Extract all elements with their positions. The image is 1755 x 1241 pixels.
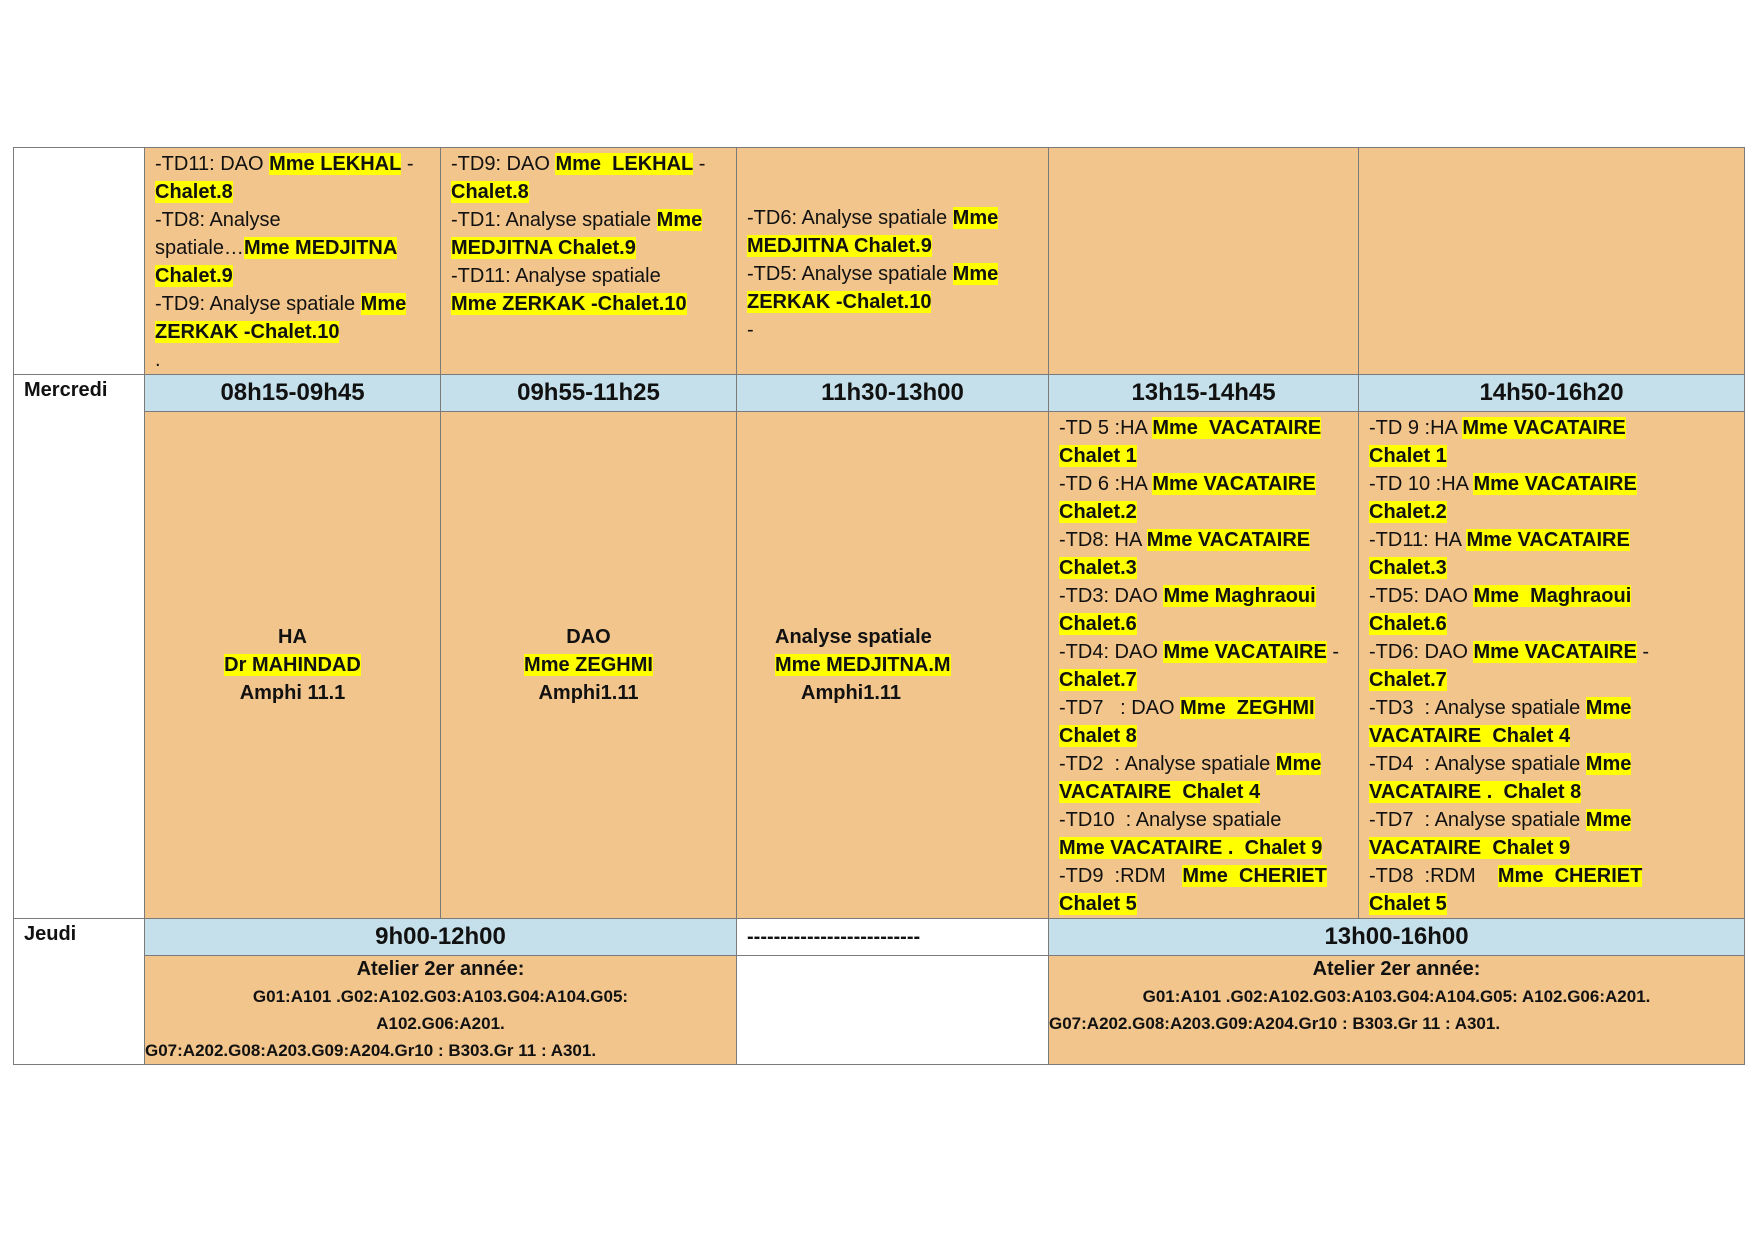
line-text: -TD9: Analyse spatiale: [155, 293, 361, 315]
highlighted-text: Mme Maghraoui: [1163, 585, 1316, 607]
cell-line: [1059, 890, 1350, 918]
highlighted-text: Mme VACATAIRE . Chalet 9: [1059, 837, 1323, 859]
cell-line: [155, 318, 432, 346]
lecture-cell: [145, 412, 441, 919]
td-list-cell: [1359, 412, 1745, 919]
wednesday-header-row: [14, 375, 1745, 412]
highlighted-text: Chalet 1: [1369, 445, 1447, 467]
highlighted-text: Chalet.8: [155, 181, 233, 203]
lecture-subject: DAO: [566, 626, 611, 648]
thursday-content-row: [14, 956, 1745, 1065]
highlighted-text: MEDJITNA Chalet.9: [747, 235, 932, 257]
highlighted-text: Chalet.3: [1369, 557, 1447, 579]
cell-line: [1059, 806, 1350, 834]
cell-line: [1059, 638, 1350, 666]
highlighted-text: Chalet.2: [1059, 501, 1137, 523]
cell-lines: [1049, 412, 1358, 918]
lecture-room: Amphi 11.1: [239, 682, 346, 704]
lecture-teacher: Dr MAHINDAD: [224, 654, 361, 676]
timetable: [13, 147, 1745, 1065]
line-text: -TD8 :RDM: [1369, 865, 1498, 887]
lecture-subject: HA: [278, 626, 307, 648]
highlighted-text: VACATAIRE Chalet 4: [1059, 781, 1261, 803]
highlighted-text: ZERKAK -Chalet.10: [747, 291, 932, 313]
line-text: -TD11: HA: [1369, 529, 1467, 551]
line-text: -TD3: DAO: [1059, 585, 1164, 607]
highlighted-text: VACATAIRE . Chalet 8: [1369, 781, 1582, 803]
atelier-line: G07:A202.G08:A203.G09:A204.Gr10 : B303.Gr 11 : A301.: [145, 1041, 597, 1060]
atelier-line: A102.G06:A201.: [376, 1014, 505, 1033]
slot-header: 14h50-16h20: [1359, 375, 1745, 412]
highlighted-text: Chalet.6: [1369, 613, 1447, 635]
slot-header: 09h55-11h25: [441, 375, 737, 412]
cell-line: [1369, 582, 1736, 610]
line-text: -TD 10 :HA: [1369, 473, 1474, 495]
highlighted-text: Chalet.8: [451, 181, 529, 203]
highlighted-text: Mme LEKHAL: [269, 153, 402, 175]
highlighted-text: Mme VACATAIRE: [1462, 417, 1626, 439]
line-text: -TD8: Analyse: [155, 209, 281, 231]
highlighted-text: Mme VACATAIRE: [1163, 641, 1327, 663]
line-text: -: [693, 153, 706, 175]
cell-line: [1369, 470, 1736, 498]
slot-header: 08h15-09h45: [145, 375, 441, 412]
cell-line: [1059, 498, 1350, 526]
cell-line: [1369, 806, 1736, 834]
cell-line: [1369, 694, 1736, 722]
highlighted-text: Mme: [952, 207, 999, 229]
line-text: -: [1636, 641, 1650, 663]
highlighted-text: Mme MEDJITNA: [243, 237, 398, 259]
atelier-line: G07:A202.G08:A203.G09:A204.Gr10 : B303.Gr 11 : A301.: [1049, 1014, 1501, 1033]
line-text: -TD3 : Analyse spatiale: [1369, 697, 1586, 719]
line-text: -TD6: Analyse spatiale: [747, 207, 953, 229]
cell-line: [1369, 750, 1736, 778]
highlighted-text: Chalet.7: [1369, 669, 1447, 691]
cell-line: [451, 206, 728, 234]
cell-line: [1059, 582, 1350, 610]
cell-line: [155, 346, 432, 374]
cell-line: [1059, 554, 1350, 582]
highlighted-text: Mme VACATAIRE: [1146, 529, 1311, 551]
cell-line: [1369, 722, 1736, 750]
cell-line: [1059, 666, 1350, 694]
cell-line: [1369, 778, 1736, 806]
day-label-thursday: Jeudi: [14, 919, 145, 1065]
cell-line: [1059, 722, 1350, 750]
line-text: -TD4 : Analyse spatiale: [1369, 753, 1586, 775]
cell-line: [155, 290, 432, 318]
cell-line: [451, 178, 728, 206]
cell-line: [1369, 498, 1736, 526]
highlighted-text: Chalet 5: [1059, 893, 1137, 915]
highlighted-text: Mme CHERIET: [1497, 865, 1643, 887]
top-cell-2: [441, 148, 737, 375]
thursday-header-row: [14, 919, 1745, 956]
line-text: -TD7 : DAO: [1059, 697, 1181, 719]
top-row: [14, 148, 1745, 375]
cell-line: [1369, 526, 1736, 554]
top-cell-5: [1359, 148, 1745, 375]
line-text: -TD1: Analyse spatiale: [451, 209, 657, 231]
highlighted-text: Mme: [1275, 753, 1322, 775]
highlighted-text: Mme VACATAIRE: [1466, 529, 1630, 551]
highlighted-text: Mme VACATAIRE: [1473, 473, 1637, 495]
cell-line: [747, 204, 1040, 232]
highlighted-text: Mme: [656, 209, 703, 231]
highlighted-text: Chalet 5: [1369, 893, 1447, 915]
line-text: -TD5: Analyse spatiale: [747, 263, 953, 285]
line-text: -TD9: DAO: [451, 153, 556, 175]
atelier-line: G01:A101 .G02:A102.G03:A103.G04:A104.G05: A102.G06:A201.: [1142, 987, 1651, 1006]
cell-line: [1059, 694, 1350, 722]
highlighted-text: Mme LEKHAL: [555, 153, 694, 175]
cell-line: [155, 262, 432, 290]
highlighted-text: Chalet 8: [1059, 725, 1137, 747]
cell-line: [1059, 862, 1350, 890]
line-text: spatiale…: [155, 237, 244, 259]
highlighted-text: Mme: [360, 293, 407, 315]
line-text: -TD2 : Analyse spatiale: [1059, 753, 1276, 775]
cell-line: [747, 232, 1040, 260]
day-label-wednesday: Mercredi: [14, 375, 145, 919]
cell-lines: [145, 148, 440, 374]
highlighted-text: Mme: [1585, 753, 1632, 775]
lecture-cell: [441, 412, 737, 919]
cell-lines: [441, 148, 736, 318]
highlighted-text: Chalet.6: [1059, 613, 1137, 635]
cell-line: [1369, 834, 1736, 862]
cell-line: [1369, 610, 1736, 638]
top-cell-4: [1049, 148, 1359, 375]
line-text: -TD10 : Analyse spatiale: [1059, 809, 1282, 831]
atelier-cell-afternoon: [1049, 956, 1745, 1065]
lecture-room: Amphi1.11: [801, 682, 902, 704]
highlighted-text: Mme VACATAIRE: [1152, 473, 1316, 495]
wednesday-content-row: [14, 412, 1745, 919]
highlighted-text: Mme ZERKAK -Chalet.10: [451, 293, 687, 315]
highlighted-text: VACATAIRE Chalet 4: [1369, 725, 1571, 747]
highlighted-text: Chalet.7: [1059, 669, 1137, 691]
cell-line: [1369, 554, 1736, 582]
cell-line: [1059, 610, 1350, 638]
cell-line: [451, 234, 728, 262]
highlighted-text: Mme: [1585, 697, 1632, 719]
cell-line: [747, 288, 1040, 316]
cell-line: [451, 262, 728, 290]
line-text: -: [747, 319, 754, 341]
highlighted-text: Chalet.2: [1369, 501, 1447, 523]
line-text: -TD9 :RDM: [1059, 865, 1183, 887]
cell-line: [747, 260, 1040, 288]
highlighted-text: Mme Maghraoui: [1473, 585, 1632, 607]
cell-line: [1369, 890, 1736, 918]
line-text: -TD11: DAO: [155, 153, 270, 175]
cell-lines: [737, 148, 1048, 344]
cell-line: [155, 206, 432, 234]
line-text: -TD7 : Analyse spatiale: [1369, 809, 1586, 831]
top-cell-1: [145, 148, 441, 375]
cell-line: [1369, 862, 1736, 890]
cell-line: [1369, 666, 1736, 694]
cell-line: [1369, 638, 1736, 666]
lecture-teacher: Mme MEDJITNA.M: [775, 654, 951, 676]
line-text: -TD 9 :HA: [1369, 417, 1463, 439]
line-text: -TD 6 :HA: [1059, 473, 1153, 495]
cell-line: [155, 150, 432, 178]
line-text: -: [401, 153, 414, 175]
line-text: -TD6: DAO: [1369, 641, 1474, 663]
highlighted-text: Mme CHERIET: [1182, 865, 1327, 887]
cell-line: [1059, 750, 1350, 778]
cell-line: [747, 316, 1040, 344]
cell-line: [155, 234, 432, 262]
line-text: -TD8: HA: [1059, 529, 1147, 551]
cell-line: [451, 150, 728, 178]
cell-line: [1059, 442, 1350, 470]
highlighted-text: VACATAIRE Chalet 9: [1369, 837, 1571, 859]
lecture-subject: Analyse spatiale: [775, 626, 932, 648]
line-text: -TD5: DAO: [1369, 585, 1474, 607]
cell-line: [155, 178, 432, 206]
highlighted-text: Chalet.9: [155, 265, 233, 287]
empty-cell: [737, 956, 1049, 1065]
highlighted-text: Mme VACATAIRE: [1152, 417, 1322, 439]
slot-header-empty: --------------------------: [737, 919, 1049, 956]
atelier-line: G01:A101 .G02:A102.G03:A103.G04:A104.G05:: [252, 987, 629, 1006]
highlighted-text: Mme: [952, 263, 999, 285]
atelier-title: Atelier 2er année:: [1312, 958, 1481, 980]
cell-line: [1059, 526, 1350, 554]
atelier-title: Atelier 2er année:: [356, 958, 525, 980]
slot-header: 13h00-16h00: [1049, 919, 1745, 956]
cell-line: [1059, 778, 1350, 806]
line-text: -TD 5 :HA: [1059, 417, 1153, 439]
top-cell-3: [737, 148, 1049, 375]
slot-header: 9h00-12h00: [145, 919, 737, 956]
cell-lines: [1359, 412, 1744, 918]
highlighted-text: Chalet 1: [1059, 445, 1137, 467]
lecture-teacher: Mme ZEGHMI: [524, 654, 653, 676]
td-list-cell: [1049, 412, 1359, 919]
lecture-room: Amphi1.11: [538, 682, 639, 704]
slot-header: 13h15-14h45: [1049, 375, 1359, 412]
cell-line: [1059, 834, 1350, 862]
highlighted-text: Mme ZEGHMI: [1180, 697, 1315, 719]
line-text: .: [155, 349, 161, 371]
highlighted-text: ZERKAK -Chalet.10: [155, 321, 340, 343]
line-text: -TD4: DAO: [1059, 641, 1164, 663]
highlighted-text: Mme VACATAIRE: [1473, 641, 1637, 663]
lecture-cell: [737, 412, 1049, 919]
line-text: -: [1326, 641, 1340, 663]
cell-line: [1369, 414, 1736, 442]
slot-header: 11h30-13h00: [737, 375, 1049, 412]
highlighted-text: Chalet.3: [1059, 557, 1137, 579]
atelier-cell-morning: [145, 956, 737, 1065]
cell-line: [1369, 442, 1736, 470]
cell-line: [1059, 414, 1350, 442]
highlighted-text: Mme: [1585, 809, 1632, 831]
highlighted-text: MEDJITNA Chalet.9: [451, 237, 636, 259]
day-cell-empty: [14, 148, 145, 375]
line-text: -TD11: Analyse spatiale: [451, 265, 661, 287]
cell-line: [1059, 470, 1350, 498]
cell-line: [451, 290, 728, 318]
